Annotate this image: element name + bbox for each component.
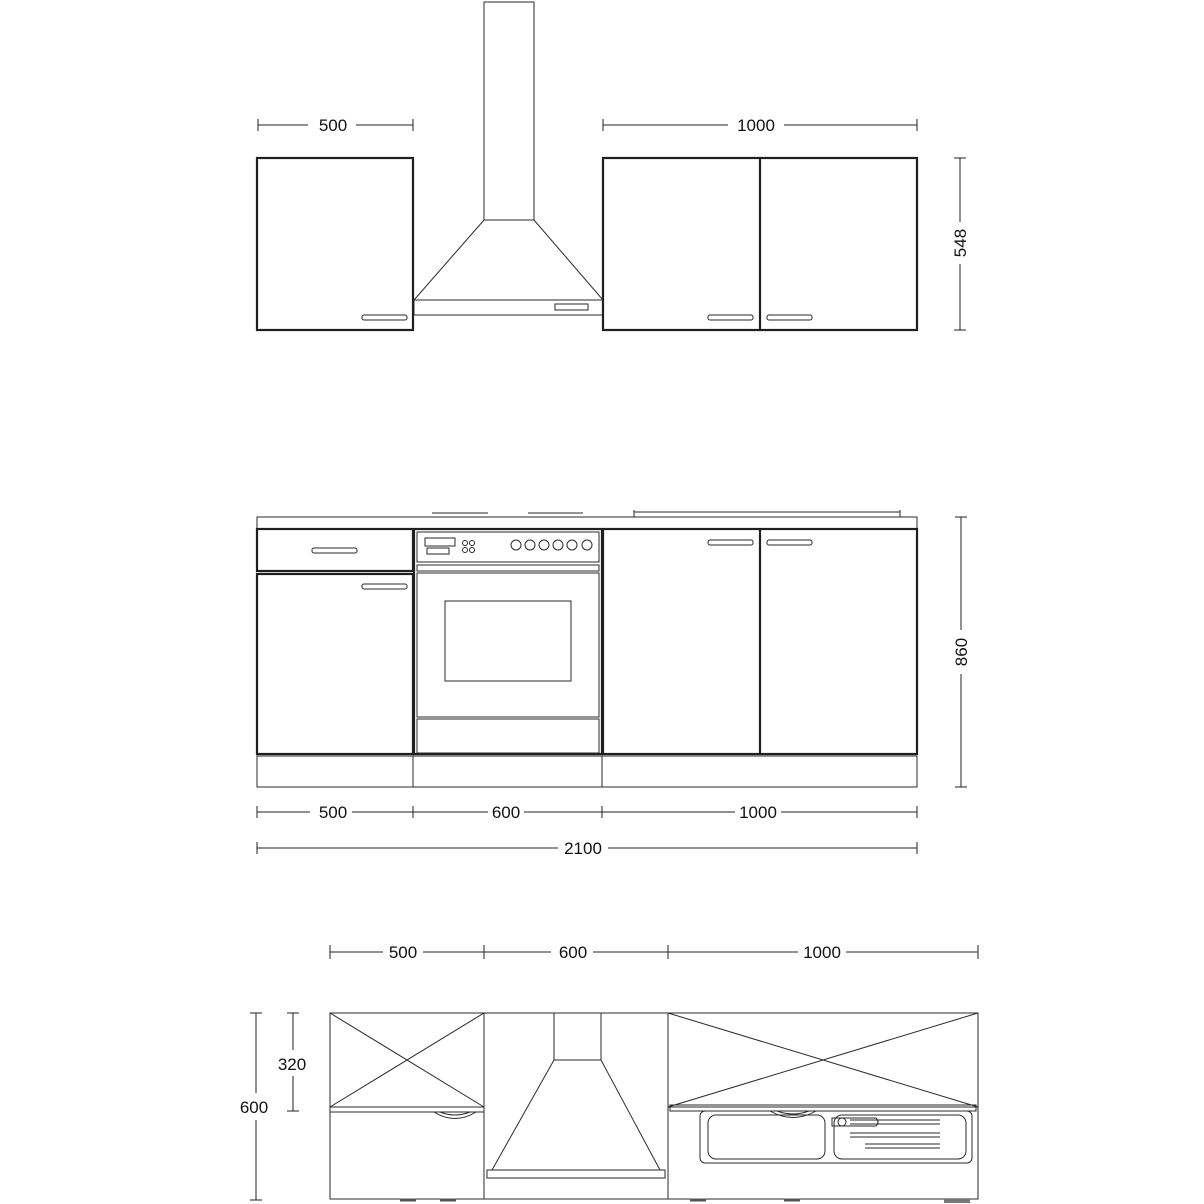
base-cabinet-right (603, 529, 917, 754)
plan-wall-cabinet-right (668, 1013, 978, 1118)
dim-plan-depths (240, 1013, 306, 1200)
dim-label-front-1000: 1000 (739, 803, 777, 822)
dim-label-plan-600: 600 (239, 1098, 269, 1117)
dim-label-wall-1000: 1000 (737, 116, 775, 135)
dim-label-base-860: 860 (952, 637, 971, 667)
plan-outline (330, 1013, 978, 1199)
wall-cabinet-left (257, 158, 413, 330)
dim-label-wall-500: 500 (318, 116, 348, 135)
dim-label-front-600: 600 (491, 803, 521, 822)
dim-label-wall-548: 548 (951, 228, 970, 258)
plinth (257, 756, 917, 787)
dim-label-plan-320: 320 (277, 1055, 307, 1074)
oven-unit (414, 529, 602, 754)
plan-feet (400, 1200, 970, 1201)
wall-cabinets-view (257, 2, 970, 330)
dim-plan-segments (330, 943, 978, 962)
dim-label-plan-500: 500 (388, 943, 418, 962)
plan-wall-cabinet-left (330, 1013, 484, 1119)
plan-view (240, 943, 978, 1201)
plan-sink (700, 1111, 972, 1163)
dim-label-front-2100: 2100 (564, 839, 602, 858)
range-hood-front (414, 2, 603, 315)
dim-label-front-500: 500 (318, 803, 348, 822)
dim-label-plan-1000: 1000 (803, 943, 841, 962)
wall-cabinet-right (603, 158, 917, 330)
dim-wall-right-width (603, 116, 917, 135)
dim-label-plan-600: 600 (558, 943, 588, 962)
base-cabinets-front-view (257, 510, 971, 858)
base-cabinet-left (257, 529, 413, 754)
worktop (257, 517, 917, 529)
plan-range-hood (484, 1013, 668, 1199)
dim-front-total (257, 839, 917, 858)
dim-wall-height (951, 158, 970, 330)
dim-base-height (952, 517, 971, 787)
dim-wall-left-width (258, 116, 413, 135)
dim-front-segments (257, 803, 917, 822)
